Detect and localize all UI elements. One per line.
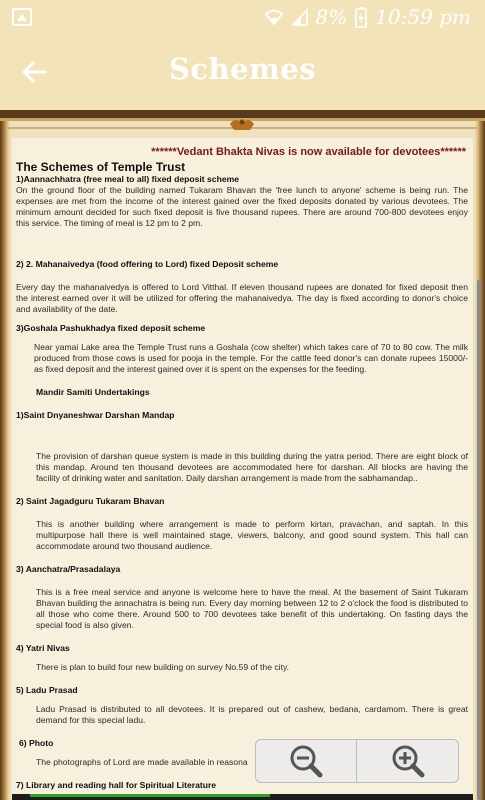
battery-charging-icon [355,6,367,28]
undertaking-6-body: The photographs of Lord are made available in reasona [36,757,248,767]
clock: 10:59 pm [375,5,471,29]
announcement: ******Vedant Bhakta Nivas is now available for devotees****** [151,146,466,158]
zoom-in-icon [391,744,425,778]
undertaking-1-title: 1)Saint Dnyaneshwar Darshan Mandap [16,410,175,420]
battery-percent: 8% [315,5,348,29]
frame-border-left [0,110,10,800]
scheme-3-title: 3)Goshala Pashukhadya fixed deposit scheme [16,323,206,333]
scheme-3-body: Near yamai Lake area the Temple Trust runs a Goshala (cow shelter) which takes care of 70 to 80 cow. The milk produced from those cows is used for pooja in the temple. For the cattle feed donor's can donate rupees 15000/- as fixed deposit and the interest gained over it is spent on the expenses for the feeding. [34,342,468,374]
document-heading: The Schemes of Temple Trust [16,160,186,174]
undertakings-title: Mandir Samiti Undertakings [36,387,150,397]
scheme-1-body: On the ground floor of the building named Tukaram Bhavan the 'free lunch to anyone' scheme is being run. The expenses are met from the income of the interest gained over the fixed deposits donated by various devotees. The minimum amount decided for such fixed deposit is five thousand rupees. There are around 700-800 devotees enjoy this service. The timing of meal is 12 pm to 2 pm. [16,185,468,228]
scheme-1-title: 1)Aannachhatra (free meal to all) fixed deposit scheme [16,174,240,184]
status-bar [0,0,485,34]
page-title: Schemes [168,52,317,86]
undertaking-2-body: This is another building where arrangement is made to perform kirtan, pravachan, and saptah. In this multipurpose hall there is well maintained stage, viewers, balcony, and good sound system. This hall can accommodate around two thousand audience. [36,519,468,551]
undertaking-3-title: 3) Aanchatra/Prasadalaya [16,564,121,574]
gallery-icon [12,8,32,26]
zoom-controls [255,739,459,783]
frame-ornament [0,110,485,138]
document-page[interactable] [12,138,473,800]
zoom-in-button[interactable] [357,739,459,783]
undertaking-3-body: This is a free meal service and anyone is welcome here to have the meal. At the basement of Saint Tukaram Bhavan building the annachatra is being run. Every day morning between 12 to 2 o'clock the food is distributed to all those who come there. Around 500 to 700 devotees take benefit of this undertaking. On fasting days the special food is also given. [36,587,468,630]
scheme-document [16,147,468,791]
undertaking-7-title: 7) Library and reading hall for Spiritual Literature [16,780,217,790]
status-icons [264,4,472,30]
bottom-progress-fill [30,794,270,797]
undertaking-5-body: Ladu Prasad is distributed to all devotees. It is prepared out of cashew, bedana, cardamom. There is great demand for this special ladu. [36,704,468,725]
signal-icon [292,8,308,26]
scheme-2-body: Every day the mahanaivedya is offered to Lord Vitthal. If eleven thousand rupees are donated for fixed deposit then the interest earned over it will be utilized for offering the mahanaivedya. The day is fixed according to donor's choice and availability of the date. [16,282,468,314]
wifi-icon [264,8,284,26]
undertaking-1-body: The provision of darshan queue system is made in this building during the yatra period. There are eight block of this mandap. Around ten thousand devotees are accommodated here for darshan. All blocks are having the facility of drinking water and sanitation. Daily darshan arrangement is made from the sabhamandap.. [36,451,468,483]
scrollbar[interactable] [477,280,481,800]
undertaking-2-title: 2) Saint Jagadguru Tukaram Bhavan [16,496,165,506]
undertaking-4-title: 4) Yatri Nivas [16,643,70,653]
zoom-out-button[interactable] [255,739,357,783]
undertaking-5-title: 5) Ladu Prasad [16,685,78,695]
app-bar [0,34,485,110]
undertaking-6-title: 6) Photo [19,738,54,748]
scheme-2-title: 2) 2. Mahanaivedya (food offering to Lord) fixed Deposit scheme [16,259,279,269]
bottom-progress-bar [12,794,473,800]
content-frame [0,110,485,800]
undertaking-4-body: There is plan to build four new building on survey No.59 of the city. [36,662,290,672]
zoom-out-icon [289,744,323,778]
